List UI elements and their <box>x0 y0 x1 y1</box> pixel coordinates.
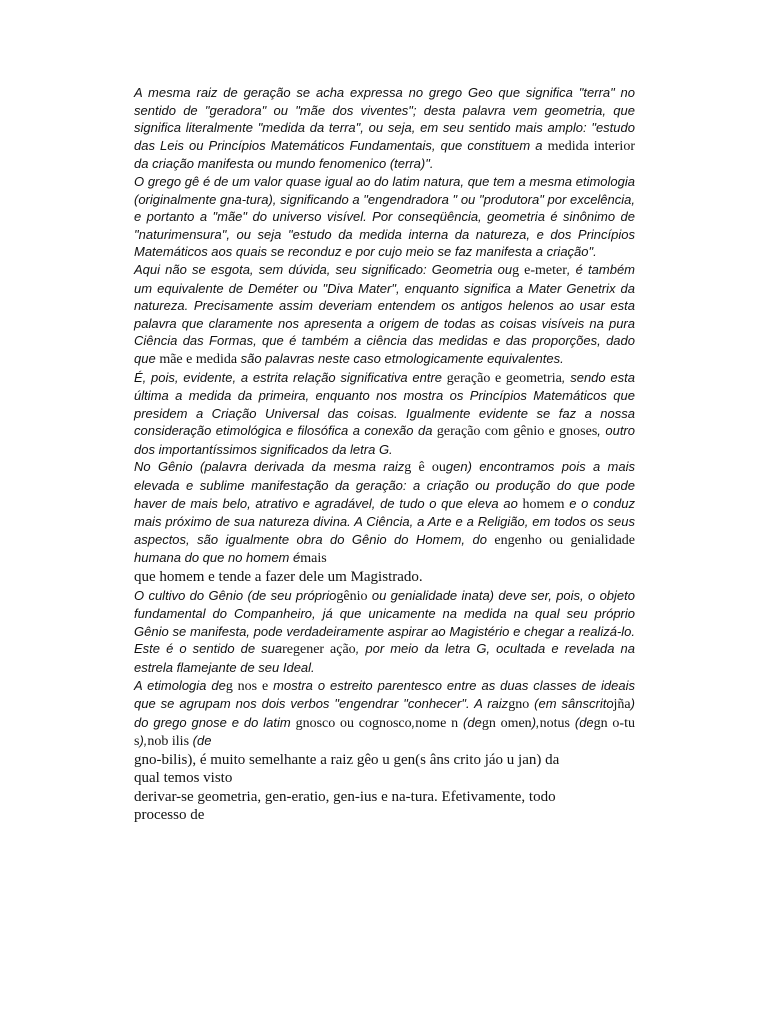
text-segment: , é também um equivalente de Deméter ou "Diva Mater", enquanto significa a Mater Genetrix da natureza. Precisamente assim deveriam entendem os antigos helenos ao usar esta palavra que claramente nos apresenta a origem de todas as coisas visíveis na pura Ciência das Formas, que é também a ciência das medidas e das proporções, dado que <box>134 261 635 366</box>
paragraph <box>134 369 635 459</box>
text-segment: , por meio da letra G, ocultada e revelada na estrela flamejante de seu Ideal. <box>134 641 636 675</box>
text-segment: , <box>411 714 416 730</box>
paragraph <box>134 84 635 173</box>
text-segment: g ê ou <box>404 460 446 476</box>
text-segment: medida interior <box>547 138 635 154</box>
text-segment: A etimologia de <box>134 677 226 693</box>
text-segment: A mesma raiz de geração se acha expressa no grego Geo que significa "terra" no sentido de "geradora" ou "mãe dos viventes"; desta palavra vem geometria, que significa literalmente "medida da terra", ou seja, em seu sentido mais amplo: "estudo das Leis ou Princípios Matemáticos Fundamentais, que constituem a <box>134 85 635 153</box>
text-segment: e o conduz mais próximo de sua natureza divina. A Ciência, a Arte e a Religião, em todos os seus aspectos, são igualmente obra do Gênio do Homem, do <box>134 495 635 547</box>
body-text-a <box>134 84 635 568</box>
text-segment: ) do grego gnose e do latim <box>134 696 635 730</box>
text-segment: ), <box>139 733 148 749</box>
document-page <box>134 84 635 825</box>
tail-line: gno-bilis), é muito semelhante a raiz gêo u gen(s âns crito jáo u jan) da <box>134 751 560 768</box>
text-segment: (em sânscrito <box>529 696 614 712</box>
paragraph <box>134 173 635 261</box>
text-segment: (de <box>189 733 212 749</box>
text-segment: homem <box>522 496 565 512</box>
text-segment: , sendo esta última a medida da primeira, enquanto nos mostra os Princípios Matemáticos que presidem a Criação Universal das coisas. Igualmente evidente se faz a nossa consideração etimológica e filosófica a conexão da <box>134 369 635 439</box>
paragraph <box>134 677 635 751</box>
text-segment: gno <box>508 697 530 713</box>
text-segment: gn omen <box>481 715 532 731</box>
text-segment: engenho ou genialidade <box>494 532 636 548</box>
text-segment: ou genialidade inata) deve ser, pois, o objeto fundamental do Companheiro, já que unicamente na medida na qual seu próprio Gênio se manifesta, pode verdadeiramente aspirar ao Magistério e chegar a realizá-lo. Este é o sentido de sua <box>134 587 635 657</box>
text-segment: g e-meter <box>512 262 567 278</box>
text-segment: geração e geometria <box>446 370 562 386</box>
text-segment: regener ação <box>282 642 356 658</box>
text-segment: gen) encontramos pois a mais elevada e sublime manifestação da geração: a criação ou produção do que pode haver de mais belo, atrativo e agradável, de tudo o que eleva ao <box>134 459 635 511</box>
text-segment: mostra o estreito parentesco entre as duas classes de ideais que se agrupam nos dois verbos "engendrar "conhecer". A raiz <box>134 677 635 712</box>
text-segment: mãe e medida <box>159 351 238 367</box>
text-segment: (de <box>569 714 594 730</box>
paragraph <box>134 458 635 568</box>
text-segment: humana do que no homem é <box>134 550 301 566</box>
text-segment: O grego gê é de um valor quase igual ao do latim natura, que tem a mesma etimologia (originalmente gna-tura), significando a "engendradora " ou "produtora" por excelência, e portanto a "mãe" do universo visível. Por conseqüência, geometria é sinônimo de "naturimensura", ou seja "estudo da medida interna da natureza, e dos Princípios Matemáticos aos quais se reconduz e por cujo meio se faz manifesta a criação". <box>134 173 635 260</box>
line-homem: que homem e tende a fazer dele um Magistrado. <box>134 569 423 586</box>
text-segment: da criação manifesta ou mundo fenomenico (terra)". <box>134 156 434 172</box>
text-segment: mais <box>300 551 327 567</box>
paragraph <box>134 587 635 677</box>
text-segment: nob ilis <box>147 734 190 750</box>
text-segment: Aqui não se esgota, sem dúvida, seu significado: Geometria ou <box>134 261 513 277</box>
text-segment: gnosco ou cognosco <box>295 715 412 731</box>
text-segment: gn o-tu s <box>134 715 635 750</box>
tail-text <box>134 751 635 825</box>
body-text-b <box>134 587 635 751</box>
text-segment: ), <box>531 714 540 730</box>
paragraph <box>134 261 635 369</box>
text-segment: gênio <box>336 588 368 604</box>
text-segment: O cultivo do Gênio (de seu próprio <box>134 587 337 603</box>
text-segment: nome n <box>415 715 459 731</box>
text-segment: (de <box>458 714 482 730</box>
text-segment: É, pois, evidente, a estrita relação significativa entre <box>134 369 447 385</box>
text-segment: No Gênio (palavra derivada da mesma raiz <box>134 459 405 475</box>
text-segment: g nos e <box>225 678 269 694</box>
text-segment: geração com gênio e gnoses <box>436 424 598 440</box>
text-segment: , outro dos importantíssimos significados da letra G. <box>134 423 635 457</box>
tail-line: processo de <box>134 807 205 824</box>
tail-line: derivar-se geometria, gen-eratio, gen-ius e na-tura. Efetivamente, todo <box>134 788 556 805</box>
text-segment: jña <box>613 697 631 713</box>
text-segment: notus <box>539 715 570 731</box>
text-segment: são palavras neste caso etmologicamente equivalentes. <box>237 350 564 366</box>
tail-line: qual temos visto <box>134 770 233 787</box>
